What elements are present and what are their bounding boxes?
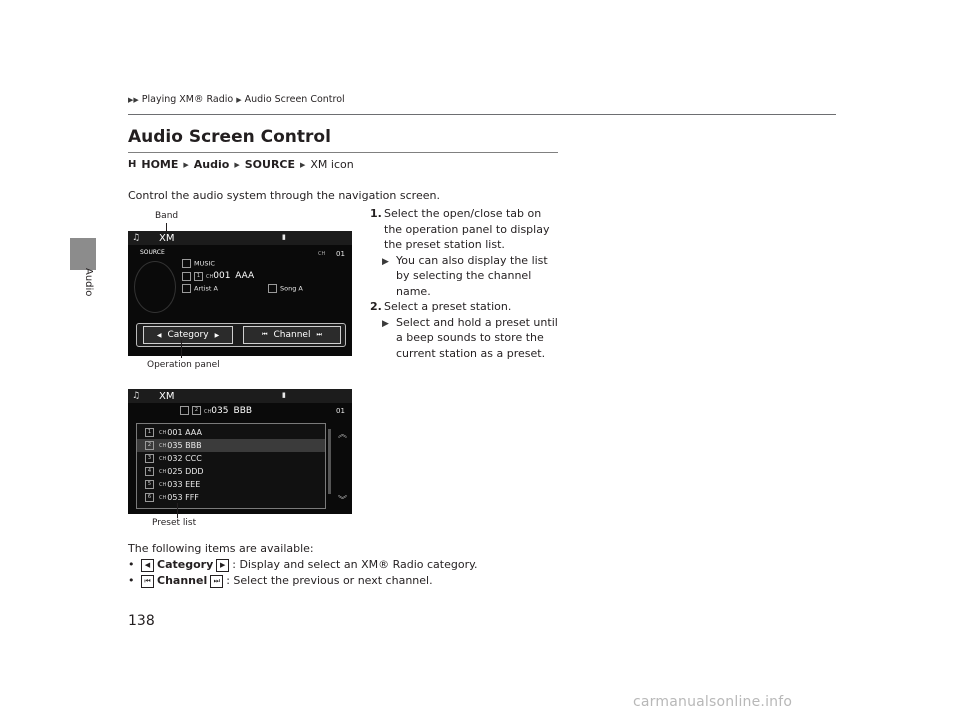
page-title: Audio Screen Control — [128, 127, 331, 147]
breadcrumb-item-1[interactable]: Playing XM® Radio — [141, 94, 234, 105]
preset-index: 5 — [145, 480, 154, 489]
ch-small: CH — [159, 442, 167, 449]
breadcrumb-item-2[interactable]: Audio Screen Control — [244, 94, 345, 105]
preset-index: 1 — [145, 428, 154, 437]
music-note-icon: ♫ — [132, 233, 141, 243]
list-item[interactable] — [137, 478, 325, 491]
channel-button[interactable] — [243, 326, 341, 344]
triangle-icon: ▶▶ — [128, 95, 139, 104]
band-label[interactable]: XM — [159, 391, 175, 402]
music-tag-icon — [182, 259, 191, 268]
list-item[interactable] — [137, 452, 325, 465]
callout-operation-panel: Operation panel — [147, 360, 220, 370]
preset-tag-icon — [180, 406, 189, 415]
preset-channel: 025 — [167, 467, 183, 476]
preset-number: 1 — [194, 272, 203, 281]
preset-index: 2 — [145, 441, 154, 450]
preset-index: 4 — [145, 467, 154, 476]
callout-line — [177, 503, 178, 518]
home-icon: H — [128, 159, 137, 170]
skip-forward-icon: ⏭ — [316, 331, 322, 338]
preset-channel: 001 — [167, 428, 183, 437]
item-channel — [128, 573, 478, 589]
item-label: Channel — [157, 574, 208, 587]
song-name: Song A — [280, 284, 303, 293]
preset-channel: 032 — [167, 454, 183, 463]
preset-channel: 053 — [167, 493, 183, 502]
step-text: Select the open/close tab on the operation panel to display the preset station list. — [384, 207, 550, 251]
channel-row[interactable] — [182, 271, 254, 281]
preset-tag-icon — [182, 272, 191, 281]
ch-small: CH — [204, 409, 212, 415]
nav-source: SOURCE — [244, 158, 295, 171]
ch-small: CH — [159, 468, 167, 475]
items-section — [128, 541, 478, 589]
ch-small: CH — [159, 429, 167, 436]
intro-text: Control the audio system through the navigation screen. — [128, 189, 440, 202]
callout-band: Band — [155, 211, 179, 221]
ch-right: 01 — [336, 250, 345, 258]
preset-name: BBB — [185, 441, 202, 450]
triangle-left-icon: ◀ — [141, 559, 154, 572]
skip-back-icon: ⏮ — [262, 331, 268, 338]
nav-path — [128, 158, 354, 171]
preset-index: 3 — [145, 454, 154, 463]
arrow-icon: ▶ — [382, 318, 389, 329]
preset-index: 6 — [145, 493, 154, 502]
nav-audio: Audio — [193, 158, 230, 171]
bullet: • — [128, 574, 138, 587]
title-divider — [128, 152, 558, 153]
preset-channel: 033 — [167, 480, 183, 489]
music-note-icon: ♫ — [132, 391, 141, 401]
source-button[interactable]: SOURCE — [140, 249, 165, 256]
category-button[interactable] — [143, 326, 233, 344]
sidebar-label: Audio — [83, 268, 94, 297]
triangle-right-icon: ▶ — [216, 559, 229, 572]
preset-name: EEE — [185, 480, 201, 489]
xm-logo-icon — [134, 261, 176, 313]
ch-small: CH — [159, 494, 167, 501]
bluetooth-icon: ▮ — [282, 233, 286, 241]
callout-line — [181, 340, 182, 358]
category-name — [182, 259, 215, 268]
artist-row — [182, 284, 218, 293]
triangle-icon: ▶ — [300, 160, 306, 169]
list-item[interactable] — [137, 439, 325, 452]
triangle-left-icon: ◀ — [156, 331, 162, 339]
channel-name: BBB — [233, 406, 253, 416]
ch-small: CH — [206, 274, 214, 280]
sidebar-tab — [70, 238, 96, 270]
step-1 — [370, 206, 562, 253]
triangle-icon: ▶ — [236, 95, 242, 104]
list-item[interactable] — [137, 426, 325, 439]
ch-label: CH — [318, 251, 326, 257]
artist-icon — [182, 284, 191, 293]
preset-number: 2 — [192, 406, 201, 415]
sub-text: Select and hold a preset until a beep sounds to store the current station as a preset. — [396, 315, 558, 360]
step-2-sub — [382, 315, 562, 362]
step-1-sub — [382, 253, 562, 300]
item-desc: : Display and select an XM® Radio category. — [232, 558, 478, 571]
current-channel[interactable] — [180, 406, 252, 416]
scrollbar[interactable] — [328, 429, 331, 494]
preset-name: FFF — [185, 493, 199, 502]
preset-list — [136, 423, 326, 509]
sub-text: You can also display the list by selecting the channel name. — [396, 253, 548, 298]
items-intro: The following items are available: — [128, 542, 314, 555]
skip-forward-icon: ⏭ — [210, 575, 223, 588]
triangle-right-icon: ▶ — [214, 331, 220, 339]
scroll-down-icon[interactable]: ︾ — [338, 496, 348, 506]
arrow-icon: ▶ — [382, 256, 389, 267]
nav-xm-icon: XM icon — [310, 158, 354, 171]
callout-preset-list: Preset list — [152, 518, 197, 528]
step-text: Select a preset station. — [384, 300, 512, 313]
step-2 — [370, 299, 562, 315]
item-desc: : Select the previous or next channel. — [226, 574, 433, 587]
watermark: carmanualsonline.info — [633, 694, 793, 710]
list-item[interactable] — [137, 465, 325, 478]
preset-name: AAA — [185, 428, 202, 437]
channel-number: 035 — [211, 406, 229, 416]
band-label[interactable]: XM — [159, 233, 175, 244]
skip-back-icon: ⏮ — [141, 575, 154, 588]
artist-name: Artist A — [194, 284, 218, 293]
steps-list — [370, 206, 562, 361]
list-item[interactable] — [137, 491, 325, 504]
scroll-up-icon[interactable]: ︽ — [338, 430, 348, 440]
audio-screen — [128, 231, 352, 356]
triangle-icon: ▶ — [234, 160, 240, 169]
preset-screen — [128, 389, 352, 514]
bluetooth-icon: ▮ — [282, 391, 286, 399]
nav-home: HOME — [141, 158, 179, 171]
ch-small: CH — [159, 481, 167, 488]
bullet: • — [128, 558, 138, 571]
preset-name: CCC — [185, 454, 202, 463]
preset-name: DDD — [185, 467, 204, 476]
item-category — [128, 557, 478, 573]
operation-panel — [136, 323, 346, 347]
preset-channel: 035 — [167, 441, 183, 450]
page-number: 138 — [128, 613, 155, 629]
channel-label: Channel — [273, 330, 311, 340]
category-label: Category — [167, 330, 209, 340]
channel-name: AAA — [235, 271, 255, 281]
breadcrumb — [128, 94, 345, 105]
item-label: Category — [157, 558, 214, 571]
header-divider — [128, 114, 836, 115]
ch-right: 01 — [336, 407, 345, 415]
song-row — [268, 284, 303, 293]
category-text: MUSIC — [194, 259, 215, 268]
step-number: 2. — [370, 300, 382, 313]
step-number: 1. — [370, 207, 382, 220]
channel-number: 001 — [213, 271, 231, 281]
song-icon — [268, 284, 277, 293]
triangle-icon: ▶ — [183, 160, 189, 169]
ch-small: CH — [159, 455, 167, 462]
